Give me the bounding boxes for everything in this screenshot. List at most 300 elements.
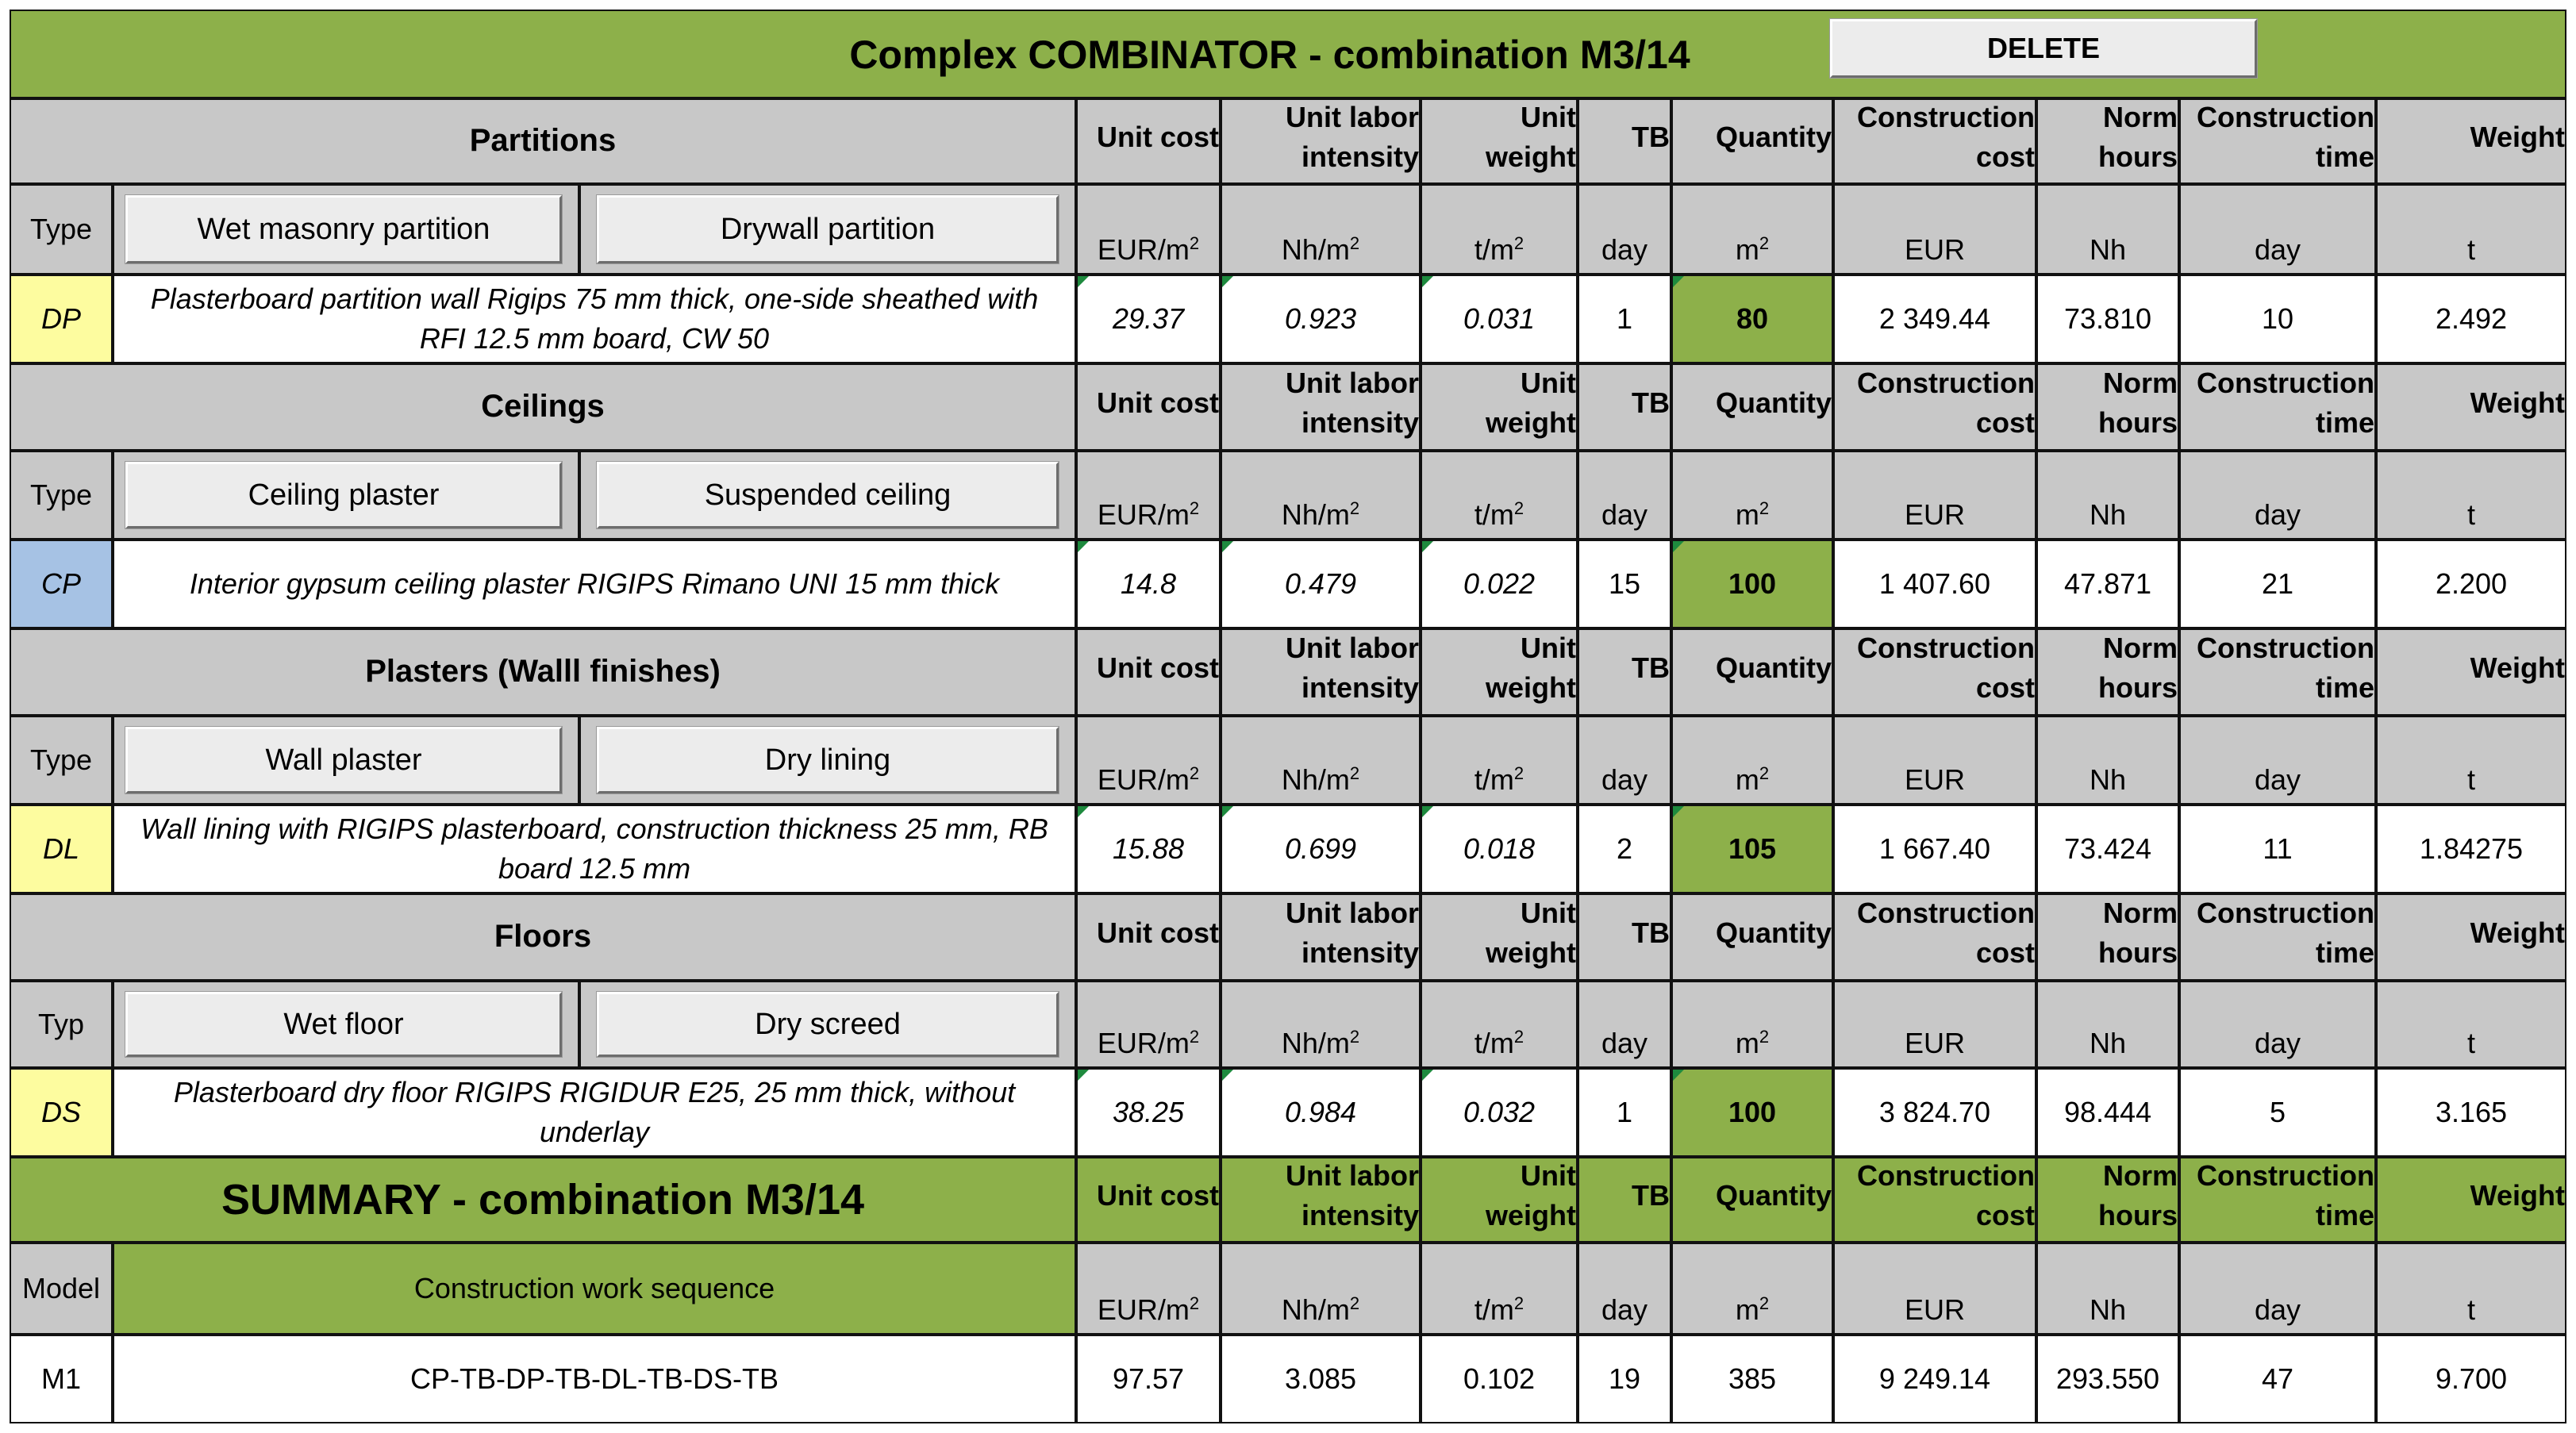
partitions-section-title [10,98,1076,184]
unit-label [2090,230,2126,270]
cell-value: 3.085 [1284,1362,1357,1396]
partitions-value-unit-weight [1421,275,1578,363]
summary-unit-unit-labor-intensity [1221,1243,1421,1335]
plasters-value-quantity[interactable] [1671,805,1833,893]
unit-text: day [2254,763,2301,797]
floors-type-label [10,981,113,1068]
floors-header-unit-weight [1421,893,1578,981]
header-label: Construction [2197,101,2374,134]
partitions-value-unit-labor-intensity [1221,275,1421,363]
partitions-unit-construction-time [2179,184,2376,275]
ceilings-header-unit-labor-intensity [1221,363,1421,451]
ceilings-value-unit-cost [1076,540,1221,628]
header-label: Weight [2470,386,2565,420]
ceilings-header-tb [1578,363,1671,451]
unit-text: EUR [1904,498,1965,532]
header-label: hours [2097,1199,2178,1231]
cell-value: 0.032 [1463,1096,1536,1129]
partitions-header-unit-weight [1421,98,1578,184]
cell-value: 385 [1728,1362,1777,1396]
unit-superscript: 2 [1189,1027,1200,1047]
header-label: cost [1975,140,2035,173]
cell-value: 105 [1728,832,1777,866]
floors-value-tb [1578,1068,1671,1157]
header-label: TB [1632,1179,1670,1212]
header-label: Weight [2470,651,2565,685]
cell-value: 10 [2261,302,2294,336]
floors-header-quantity [1671,893,1833,981]
plasters-section-title [10,628,1076,716]
summary-header-unit-labor-intensity [1221,1157,1421,1243]
section-title: Ceilings [481,389,605,425]
unit-label [2090,760,2126,800]
plasters-header-weight [2376,628,2566,716]
ceilings-header-construction-cost [1833,363,2036,451]
ceilings-unit-construction-time [2179,451,2376,540]
header-label: time [2315,671,2374,704]
ceilings-value-construction-time [2179,540,2376,628]
comment-marker-icon [1078,541,1089,552]
header-label: hours [2097,671,2178,704]
header-label: Construction [1857,897,2035,930]
ceilings-unit-quantity [1671,451,1833,540]
unit-label [1282,760,1359,800]
summary-header-weight [2376,1157,2566,1243]
summary-sequence-label [113,1243,1076,1335]
unit-label [2090,495,2126,535]
cell-value: 3.165 [2435,1096,2508,1129]
unit-text: t [2466,1293,2475,1327]
unit-label [1601,495,1647,535]
unit-text: t [2466,233,2475,267]
unit-superscript: 2 [1759,763,1770,784]
unit-label [1474,1024,1524,1063]
unit-label [2255,1024,2301,1063]
floors-header-tb [1578,893,1671,981]
plasters-header-construction-cost [1833,628,2036,716]
comment-marker-icon [1422,1070,1433,1081]
partitions-value-quantity[interactable] [1671,275,1833,363]
partitions-type-button-1[interactable]: Wet masonry partition [125,195,562,263]
header-label: hours [2097,936,2178,969]
summary-value-quantity [1671,1335,1833,1423]
partitions-description [113,275,1076,363]
cell-value: 2 349.44 [1878,302,1991,336]
header-label: TB [1632,916,1670,950]
cell-value: 3 824.70 [1878,1096,1991,1129]
cell-value: 47.871 [2063,567,2152,601]
ceilings-value-quantity[interactable] [1671,540,1833,628]
cell-value: 0.031 [1463,302,1536,336]
plasters-unit-unit-cost [1076,716,1221,805]
model-value: M1 [40,1362,81,1396]
floors-type-button-1[interactable]: Wet floor [125,992,562,1057]
unit-text: m [1735,233,1759,267]
unit-text: Nh [2089,1293,2127,1327]
unit-label [1736,760,1769,800]
summary-unit-unit-weight [1421,1243,1578,1335]
plasters-unit-quantity [1671,716,1833,805]
unit-text: day [1601,1293,1648,1327]
ceilings-type-button-1[interactable]: Ceiling plaster [125,462,562,528]
header-label: cost [1975,671,2035,704]
plasters-unit-tb [1578,716,1671,805]
unit-label [1905,1024,1965,1063]
unit-superscript: 2 [1759,233,1770,254]
floors-description [113,1068,1076,1157]
unit-label [1601,1290,1647,1330]
unit-text: day [2254,233,2301,267]
header-label: Construction [1857,101,2035,134]
unit-superscript: 2 [1513,1027,1524,1047]
unit-superscript: 2 [1349,1027,1360,1047]
header-label: Weight [2470,1179,2565,1212]
header-label: weight [1486,406,1576,439]
cell-value: 47 [2261,1362,2294,1396]
plasters-unit-norm-hours [2036,716,2179,805]
cell-value: 1 407.60 [1878,567,1991,601]
header-label: Norm [2102,101,2178,134]
floors-unit-norm-hours [2036,981,2179,1068]
header-label: Quantity [1715,916,1832,950]
description-line: board 12.5 mm [498,852,691,885]
plasters-description [113,805,1076,893]
ceilings-type-button-2[interactable]: Suspended ceiling [597,462,1059,528]
ceilings-code [10,540,113,628]
comment-marker-icon [1222,541,1233,552]
unit-text: m [1735,1293,1759,1327]
unit-superscript: 2 [1513,498,1524,519]
ceilings-section-title [10,363,1076,451]
description-line: Plasterboard partition wall Rigips 75 mm thick, one-side sheathed with [150,282,1039,316]
unit-superscript: 2 [1189,1293,1200,1314]
unit-text: EUR/m [1097,233,1190,267]
summary-value-unit-weight [1421,1335,1578,1423]
header-label: Unit [1521,1159,1576,1193]
cell-value: 0.984 [1284,1096,1357,1129]
floors-unit-unit-weight [1421,981,1578,1068]
header-label: hours [2097,406,2178,439]
comment-marker-icon [1673,541,1684,552]
cell-value: 1 667.40 [1878,832,1991,866]
header-label: time [2315,936,2374,969]
unit-label [1098,1290,1199,1330]
unit-text: day [1601,233,1648,267]
plasters-header-construction-time [2179,628,2376,716]
ceilings-value-norm-hours [2036,540,2179,628]
unit-superscript: 2 [1189,233,1200,254]
plasters-header-quantity [1671,628,1833,716]
ceilings-value-unit-labor-intensity [1221,540,1421,628]
floors-value-quantity[interactable] [1671,1068,1833,1157]
cell-value: 97.57 [1112,1362,1185,1396]
plasters-value-construction-cost [1833,805,2036,893]
plasters-value-weight [2376,805,2566,893]
header-label: weight [1486,936,1576,969]
plasters-type-button-2[interactable]: Dry lining [597,727,1059,793]
floors-value-norm-hours [2036,1068,2179,1157]
floors-header-unit-cost [1076,893,1221,981]
partitions-value-construction-cost [1833,275,2036,363]
delete-button[interactable]: DELETE [1830,19,2257,78]
header-label: cost [1975,406,2035,439]
description-line: RFI 12.5 mm board, CW 50 [419,322,770,355]
ceilings-header-weight [2376,363,2566,451]
header-label: Unit labor [1286,101,1419,134]
unit-label [1474,760,1524,800]
unit-label [1098,760,1199,800]
comment-marker-icon [1222,806,1233,817]
unit-superscript: 2 [1759,1027,1770,1047]
summary-header-unit-weight [1421,1157,1578,1243]
floors-header-construction-cost [1833,893,2036,981]
summary-model-label [10,1243,113,1335]
cell-value: 100 [1728,1096,1777,1129]
summary-unit-tb [1578,1243,1671,1335]
plasters-type-label [10,716,113,805]
header-label: cost [1975,1199,2035,1231]
unit-text: m [1735,1027,1759,1060]
cell-value: 2.200 [2435,567,2508,601]
plasters-value-norm-hours [2036,805,2179,893]
plasters-header-unit-weight [1421,628,1578,716]
summary-value-construction-time [2179,1335,2376,1423]
header-label: intensity [1301,671,1419,704]
floors-value-unit-labor-intensity [1221,1068,1421,1157]
header-label: intensity [1301,406,1419,439]
summary-header-tb [1578,1157,1671,1243]
unit-text: day [2254,1293,2301,1327]
floors-unit-weight [2376,981,2566,1068]
sequence-value: CP-TB-DP-TB-DL-TB-DS-TB [410,1362,779,1396]
header-label: hours [2097,140,2178,173]
partitions-header-weight [2376,98,2566,184]
header-label: time [2315,140,2374,173]
header-label: Construction [2197,632,2374,665]
plasters-unit-construction-time [2179,716,2376,805]
header-label: Unit cost [1096,916,1219,950]
cell-value: 0.923 [1284,302,1357,336]
unit-label [2090,1290,2126,1330]
item-code: DL [42,832,80,866]
header-label: Quantity [1715,651,1832,685]
partitions-type-button-2[interactable]: Drywall partition [597,195,1059,263]
summary-value-norm-hours [2036,1335,2179,1423]
header-label: intensity [1301,936,1419,969]
cell-value: 0.102 [1463,1362,1536,1396]
unit-superscript: 2 [1759,498,1770,519]
header-label: Quantity [1715,121,1832,154]
header-label: weight [1486,1199,1576,1231]
cell-value: 73.810 [2063,302,2152,336]
header-label: TB [1632,121,1670,154]
ceilings-value-weight [2376,540,2566,628]
plasters-header-unit-cost [1076,628,1221,716]
unit-label [2255,495,2301,535]
header-label: Unit [1521,632,1576,665]
ceilings-header-norm-hours [2036,363,2179,451]
header-label: time [2315,1199,2374,1231]
floors-header-norm-hours [2036,893,2179,981]
item-code: DS [40,1096,81,1129]
unit-text: Nh/m [1281,498,1350,532]
cell-value: 11 [2263,832,2293,866]
plasters-code [10,805,113,893]
cell-value: 98.444 [2063,1096,2152,1129]
unit-text: EUR/m [1097,763,1190,797]
floors-value-unit-cost [1076,1068,1221,1157]
page-title: Complex COMBINATOR - combination M3/14 [849,33,1690,77]
description-line: Wall lining with RIGIPS plasterboard, construction thickness 25 mm, RB [140,813,1048,846]
type-label: Type [29,478,93,512]
model-label: Model [21,1272,101,1305]
comment-marker-icon [1673,1070,1684,1081]
cell-value: 9 249.14 [1878,1362,1991,1396]
unit-label [1601,760,1647,800]
summary-value-weight [2376,1335,2566,1423]
unit-label [1601,1024,1647,1063]
summary-value-unit-labor-intensity [1221,1335,1421,1423]
section-title: Plasters (Walll finishes) [365,654,721,690]
partitions-value-unit-cost [1076,275,1221,363]
header-label: Unit [1521,367,1576,400]
unit-text: Nh [2089,1027,2127,1060]
unit-label [2090,1024,2126,1063]
ceilings-header-unit-cost [1076,363,1221,451]
cell-value: 1 [1616,1096,1633,1129]
plasters-header-norm-hours [2036,628,2179,716]
partitions-header-construction-cost [1833,98,2036,184]
cell-value: 9.700 [2435,1362,2508,1396]
unit-text: Nh [2089,763,2127,797]
header-label: Norm [2102,367,2178,400]
plasters-unit-unit-weight [1421,716,1578,805]
unit-superscript: 2 [1513,233,1524,254]
header-label: Weight [2470,121,2565,154]
unit-label [1736,1290,1769,1330]
unit-superscript: 2 [1349,498,1360,519]
header-label: Quantity [1715,1179,1832,1212]
comment-marker-icon [1422,541,1433,552]
plasters-value-unit-weight [1421,805,1578,893]
floors-header-construction-time [2179,893,2376,981]
summary-unit-construction-time [2179,1243,2376,1335]
item-code: DP [40,302,81,336]
unit-text: EUR [1904,763,1965,797]
unit-label [2467,1290,2475,1330]
summary-header-construction-cost [1833,1157,2036,1243]
summary-title: SUMMARY - combination M3/14 [221,1175,865,1224]
partitions-header-tb [1578,98,1671,184]
partitions-unit-unit-labor-intensity [1221,184,1421,275]
floors-unit-unit-labor-intensity [1221,981,1421,1068]
summary-header-unit-cost [1076,1157,1221,1243]
unit-label [1098,1024,1199,1063]
cell-value: 80 [1736,302,1769,336]
ceilings-unit-weight [2376,451,2566,540]
plasters-header-unit-labor-intensity [1221,628,1421,716]
partitions-unit-weight [2376,184,2566,275]
unit-text: Nh [2089,498,2127,532]
header-label: Unit cost [1096,1179,1219,1212]
unit-superscript: 2 [1189,763,1200,784]
ceilings-value-unit-weight [1421,540,1578,628]
unit-label [2467,495,2475,535]
unit-label [2255,760,2301,800]
floors-value-weight [2376,1068,2566,1157]
header-label: Construction [2197,1159,2374,1193]
header-label: Unit labor [1286,632,1419,665]
unit-label [1282,495,1359,535]
summary-value-tb [1578,1335,1671,1423]
comment-marker-icon [1078,1070,1089,1081]
summary-header-construction-time [2179,1157,2376,1243]
floors-unit-unit-cost [1076,981,1221,1068]
unit-label [1905,1290,1965,1330]
cell-value: 38.25 [1112,1096,1185,1129]
comment-marker-icon [1673,276,1684,287]
unit-label [1098,495,1199,535]
unit-label [1736,495,1769,535]
header-label: time [2315,406,2374,439]
plasters-value-construction-time [2179,805,2376,893]
header-label: Construction [2197,367,2374,400]
plasters-type-button-1[interactable]: Wall plaster [125,727,562,793]
unit-text: Nh/m [1281,233,1350,267]
header-label: intensity [1301,140,1419,173]
header-label: Quantity [1715,386,1832,420]
ceilings-header-unit-weight [1421,363,1578,451]
summary-unit-quantity [1671,1243,1833,1335]
summary-unit-weight [2376,1243,2566,1335]
summary-title [10,1157,1076,1243]
cell-value: 0.699 [1284,832,1357,866]
cell-value: 0.018 [1463,832,1536,866]
unit-text: EUR [1904,1027,1965,1060]
cell-value: 14.8 [1120,567,1177,601]
section-title: Partitions [469,123,617,159]
unit-text: Nh/m [1281,1293,1350,1327]
item-code: CP [40,567,81,601]
unit-label [2467,1024,2475,1063]
unit-label [1282,230,1359,270]
partitions-value-norm-hours [2036,275,2179,363]
unit-label [1282,1290,1359,1330]
ceilings-value-tb [1578,540,1671,628]
type-label: Type [29,213,93,246]
header-label: Norm [2102,632,2178,665]
unit-label [1601,230,1647,270]
unit-text: t [2466,498,2475,532]
header-label: Unit [1521,897,1576,930]
floors-unit-tb [1578,981,1671,1068]
unit-superscript: 2 [1349,233,1360,254]
plasters-unit-weight [2376,716,2566,805]
header-label: TB [1632,651,1670,685]
floors-type-button-2[interactable]: Dry screed [597,992,1059,1057]
cell-value: 0.022 [1463,567,1536,601]
unit-superscript: 2 [1349,1293,1360,1314]
unit-superscript: 2 [1759,1293,1770,1314]
comment-marker-icon [1422,276,1433,287]
header-label: Construction [2197,897,2374,930]
unit-label [1474,230,1524,270]
ceilings-unit-unit-cost [1076,451,1221,540]
header-label: Unit cost [1096,651,1219,685]
cell-value: 1 [1616,302,1633,336]
cell-value: 2.492 [2435,302,2508,336]
partitions-code [10,275,113,363]
